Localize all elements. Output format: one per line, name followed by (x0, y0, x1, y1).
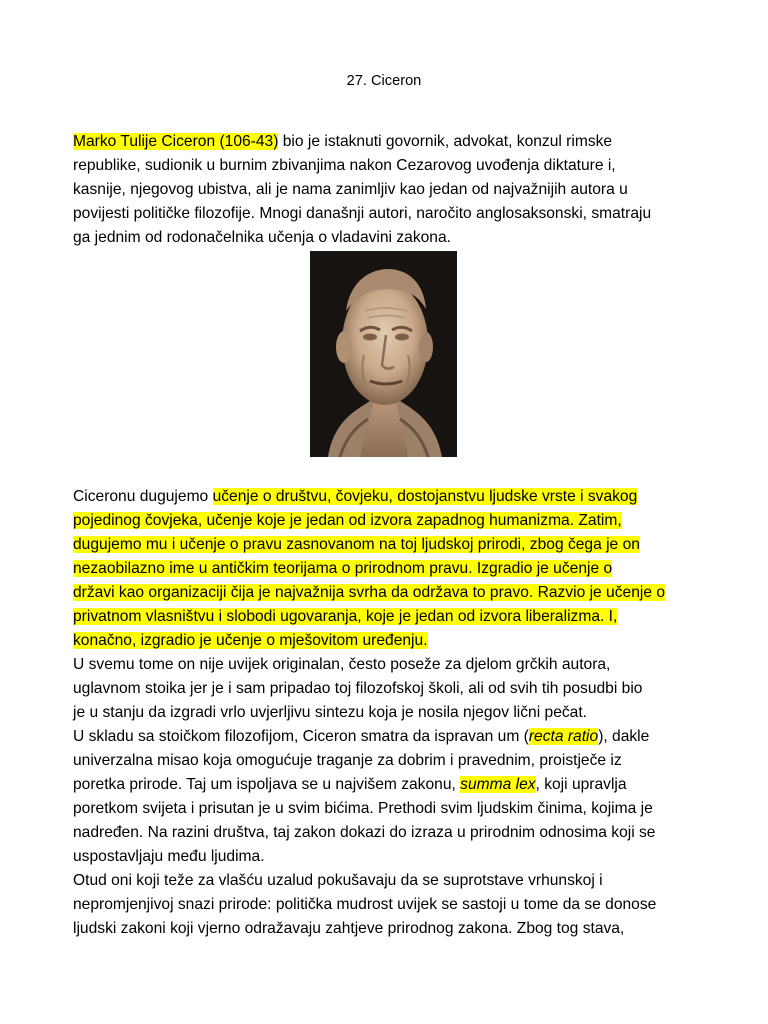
text-run: poretka prirode. Taj um ispoljava se u najvišem zakonu, (73, 776, 461, 793)
text-run: privatnom vlasništvu i slobodi ugovaranja, koje je jedan od izvora liberalizma. I, (73, 608, 618, 625)
text-line (73, 869, 695, 893)
text-run: republike, sudionik u burnim zbivanjima nakon Cezarovog uvođenja diktature i, (73, 157, 616, 174)
cicero-bust-image (310, 251, 457, 457)
text-line (73, 581, 695, 605)
intro-paragraph (73, 130, 695, 250)
text-line (73, 773, 695, 797)
text-line (73, 653, 695, 677)
text-run: nezaobilazno ime u antičkim teorijama o prirodnom pravu. Izgradio je učenje o (73, 560, 613, 577)
text-line (73, 725, 695, 749)
text-line (73, 917, 695, 941)
bust-illustration (310, 251, 457, 457)
text-run: uspostavljaju među ljudima. (73, 848, 265, 865)
text-run: ga jednim od rodonačelnika učenja o vladavini zakona. (73, 229, 451, 246)
body-paragraph (73, 485, 695, 941)
text-run: summa lex (460, 776, 536, 793)
text-run: ljudski zakoni koji vjerno odražavaju zahtjeve prirodnog zakona. Zbog tog stava, (73, 920, 625, 937)
text-line (73, 797, 695, 821)
text-run: U skladu sa stoičkom filozofijom, Ciceron smatra da ispravan um ( (73, 728, 529, 745)
text-line (73, 749, 695, 773)
text-run: , koji upravlja (535, 776, 627, 793)
text-run: državi kao organizaciji čija je najvažnija svrha da održava to pravo. Razvio je učenje o (73, 584, 666, 601)
text-run: poretkom svijeta i prisutan je u svim bićima. Prethodi svim ljudskim činima, kojima je (73, 800, 653, 817)
text-run: je u stanju da izgradi vrlo uvjerljivu sintezu koja je nosila njegov lični pečat. (73, 704, 587, 721)
text-run: pojedinog čovjeka, učenje koje je jedan od izvora zapadnog humanizma. Zatim, (73, 512, 622, 529)
text-line (73, 509, 695, 533)
text-line (73, 533, 695, 557)
text-run: uglavnom stoika jer je i sam pripadao toj filozofskoj školi, ali od svih tih posudbi bio (73, 680, 643, 697)
text-line (73, 677, 695, 701)
text-line (73, 821, 695, 845)
text-line (73, 701, 695, 725)
text-line (73, 202, 695, 226)
text-line (73, 845, 695, 869)
text-run: ), dakle (598, 728, 650, 745)
text-run: Otud oni koji teže za vlašću uzalud pokušavaju da se suprotstave vrhunskoj i (73, 872, 603, 889)
text-run: bio je istaknuti govornik, advokat, konzul rimske (278, 133, 613, 150)
text-line (73, 893, 695, 917)
text-run: povijesti političke filozofije. Mnogi današnji autori, naročito anglosaksonski, smatraju (73, 205, 652, 222)
text-line (73, 605, 695, 629)
text-line (73, 485, 695, 509)
text-line (73, 557, 695, 581)
text-run: U svemu tome on nije uvijek originalan, često poseže za djelom grčkih autora, (73, 656, 611, 673)
text-line (73, 130, 695, 154)
text-run: učenje o društvu, čovjeku, dostojanstvu ljudske vrste i svakog (212, 488, 638, 505)
text-run: dugujemo mu i učenje o pravu zasnovanom na toj ljudskoj prirodi, zbog čega je on (73, 536, 640, 553)
text-run: nadređen. Na razini društva, taj zakon dokazi do izraza u prirodnim odnosima koji se (73, 824, 656, 841)
text-run: konačno, izgradio je učenje o mješovitom uređenju. (73, 632, 428, 649)
text-line (73, 226, 695, 250)
text-line (73, 154, 695, 178)
text-run: Ciceronu dugujemo (73, 488, 213, 505)
text-line (73, 629, 695, 653)
text-run: kasnije, njegovog ubistva, ali je nama zanimljiv kao jedan od najvažnijih autora u (73, 181, 628, 198)
page-title: 27. Ciceron (346, 73, 422, 89)
text-line (73, 178, 695, 202)
text-run: Marko Tulije Ciceron (106-43) (73, 133, 279, 150)
text-run: univerzalna misao koja omogućuje traganje za dobrim i pravednim, proistječe iz (73, 752, 622, 769)
text-run: recta ratio (528, 728, 599, 745)
text-run: nepromjenjivoj snazi prirode: politička mudrost uvijek se sastoji u tome da se donose (73, 896, 657, 913)
